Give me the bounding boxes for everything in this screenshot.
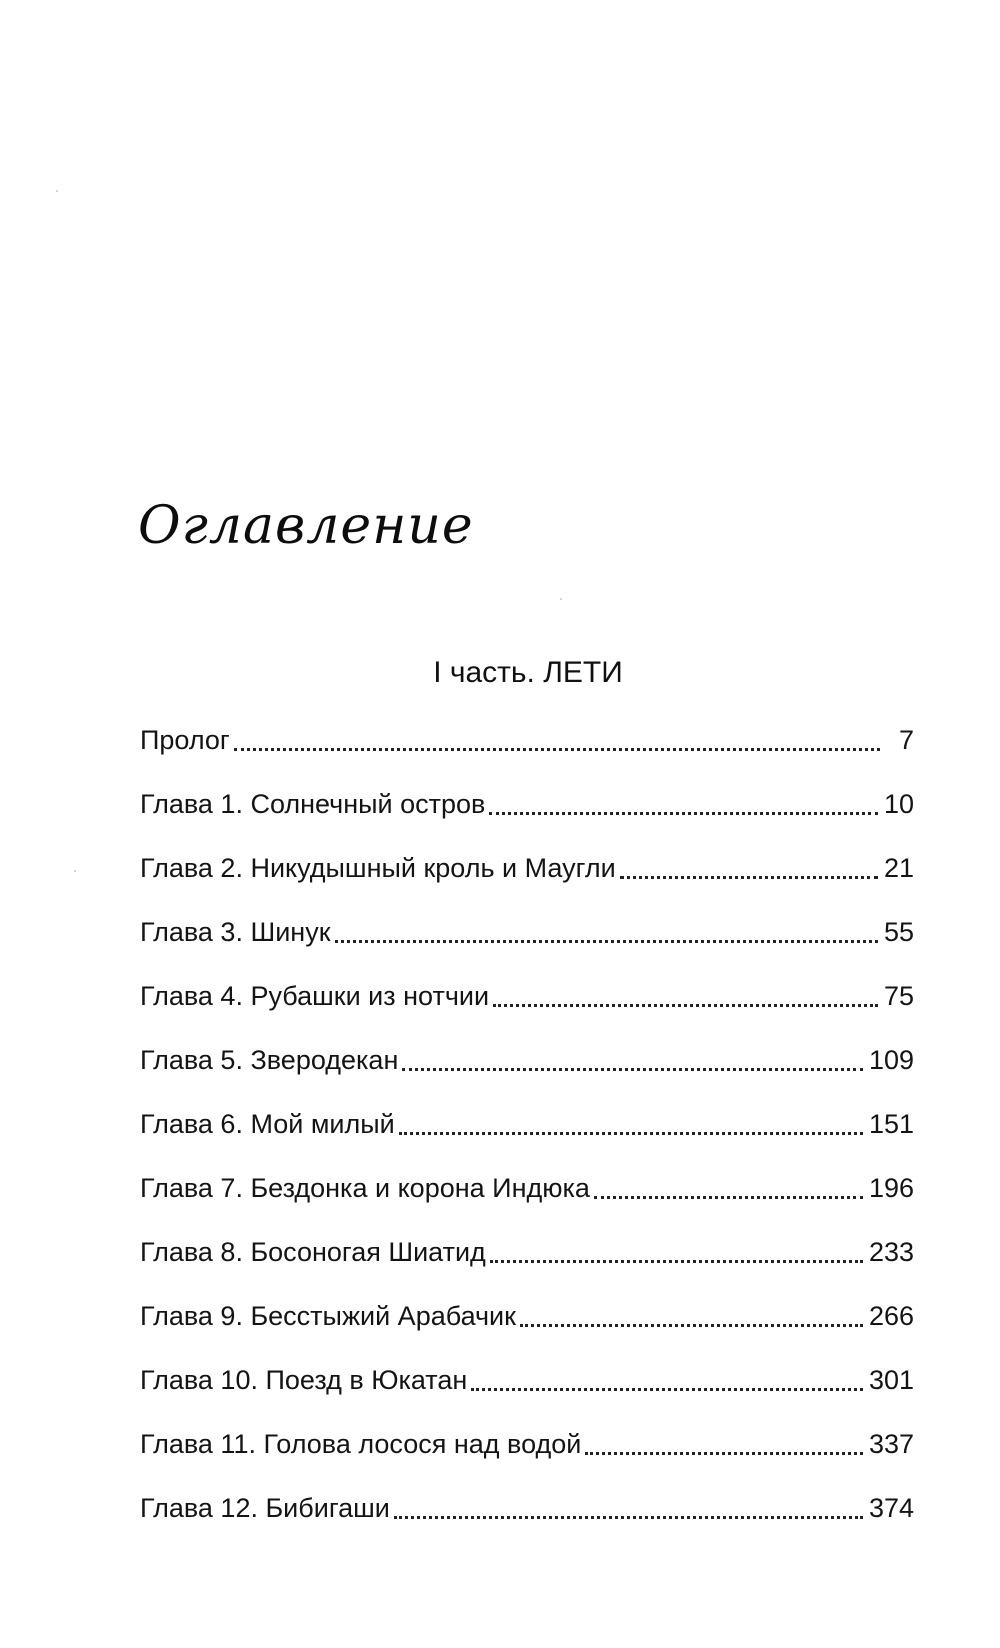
toc-entry-chapter-4 <box>140 964 914 1028</box>
entry-page-number: 233 <box>868 1236 914 1267</box>
entry-title: Глава 9. Бесстыжий Арабачик <box>140 1300 516 1331</box>
dot-leader <box>402 1068 863 1071</box>
paper-speck <box>56 190 58 192</box>
entry-page-number: 196 <box>868 1172 914 1203</box>
entry-title: Глава 8. Босоногая Шиатид <box>140 1236 486 1267</box>
entry-title: Глава 6. Мой милый <box>140 1108 395 1139</box>
entry-page-number: 301 <box>868 1364 914 1395</box>
dot-leader <box>520 1324 863 1327</box>
toc-entry-chapter-6 <box>140 1092 914 1156</box>
entry-title: Глава 1. Солнечный остров <box>140 788 486 819</box>
toc-list <box>140 708 914 1540</box>
dot-leader <box>493 1004 878 1007</box>
entry-page-number: 151 <box>868 1108 914 1139</box>
dot-leader <box>234 748 880 751</box>
entry-page-number: 75 <box>883 980 914 1011</box>
entry-page-number: 10 <box>883 788 914 819</box>
dot-leader <box>399 1132 863 1135</box>
entry-page-number: 337 <box>868 1428 914 1459</box>
entry-title: Глава 11. Голова лосося над водой <box>140 1428 582 1459</box>
toc-entry-chapter-2 <box>140 836 914 900</box>
entry-title: Глава 4. Рубашки из нотчии <box>140 980 490 1011</box>
toc-title: Оглавление <box>138 496 474 556</box>
entry-title: Глава 2. Никудышный кроль и Маугли <box>140 852 616 883</box>
dot-leader <box>490 1260 863 1263</box>
paper-speck <box>560 598 562 600</box>
paper-speck <box>74 870 76 872</box>
toc-entry-chapter-3 <box>140 900 914 964</box>
toc-entry-prologue <box>140 708 914 772</box>
dot-leader <box>335 940 878 943</box>
toc-entry-chapter-8 <box>140 1220 914 1284</box>
entry-page-number: 109 <box>868 1044 914 1075</box>
dot-leader <box>620 876 878 879</box>
part-heading: I часть. ЛЕТИ <box>433 656 623 689</box>
entry-page-number: 7 <box>898 724 914 755</box>
dot-leader <box>585 1452 863 1455</box>
dot-leader <box>394 1516 863 1519</box>
toc-entry-chapter-11 <box>140 1412 914 1476</box>
entry-title: Глава 5. Зверодекан <box>140 1044 399 1075</box>
entry-title: Пролог <box>140 724 230 755</box>
entry-title: Глава 7. Бездонка и корона Индюка <box>140 1172 590 1203</box>
dot-leader <box>489 812 878 815</box>
toc-entry-chapter-7 <box>140 1156 914 1220</box>
toc-entry-chapter-5 <box>140 1028 914 1092</box>
entry-title: Глава 12. Бибигаши <box>140 1492 390 1523</box>
entry-page-number: 266 <box>868 1300 914 1331</box>
dot-leader <box>471 1388 863 1391</box>
toc-entry-chapter-1 <box>140 772 914 836</box>
dot-leader <box>594 1196 863 1199</box>
toc-entry-chapter-9 <box>140 1284 914 1348</box>
toc-entry-chapter-10 <box>140 1348 914 1412</box>
entry-page-number: 374 <box>868 1492 914 1523</box>
entry-page-number: 55 <box>883 916 914 947</box>
entry-page-number: 21 <box>883 852 914 883</box>
entry-title: Глава 10. Поезд в Юкатан <box>140 1364 468 1395</box>
entry-title: Глава 3. Шинук <box>140 916 331 947</box>
toc-entry-chapter-12 <box>140 1476 914 1540</box>
